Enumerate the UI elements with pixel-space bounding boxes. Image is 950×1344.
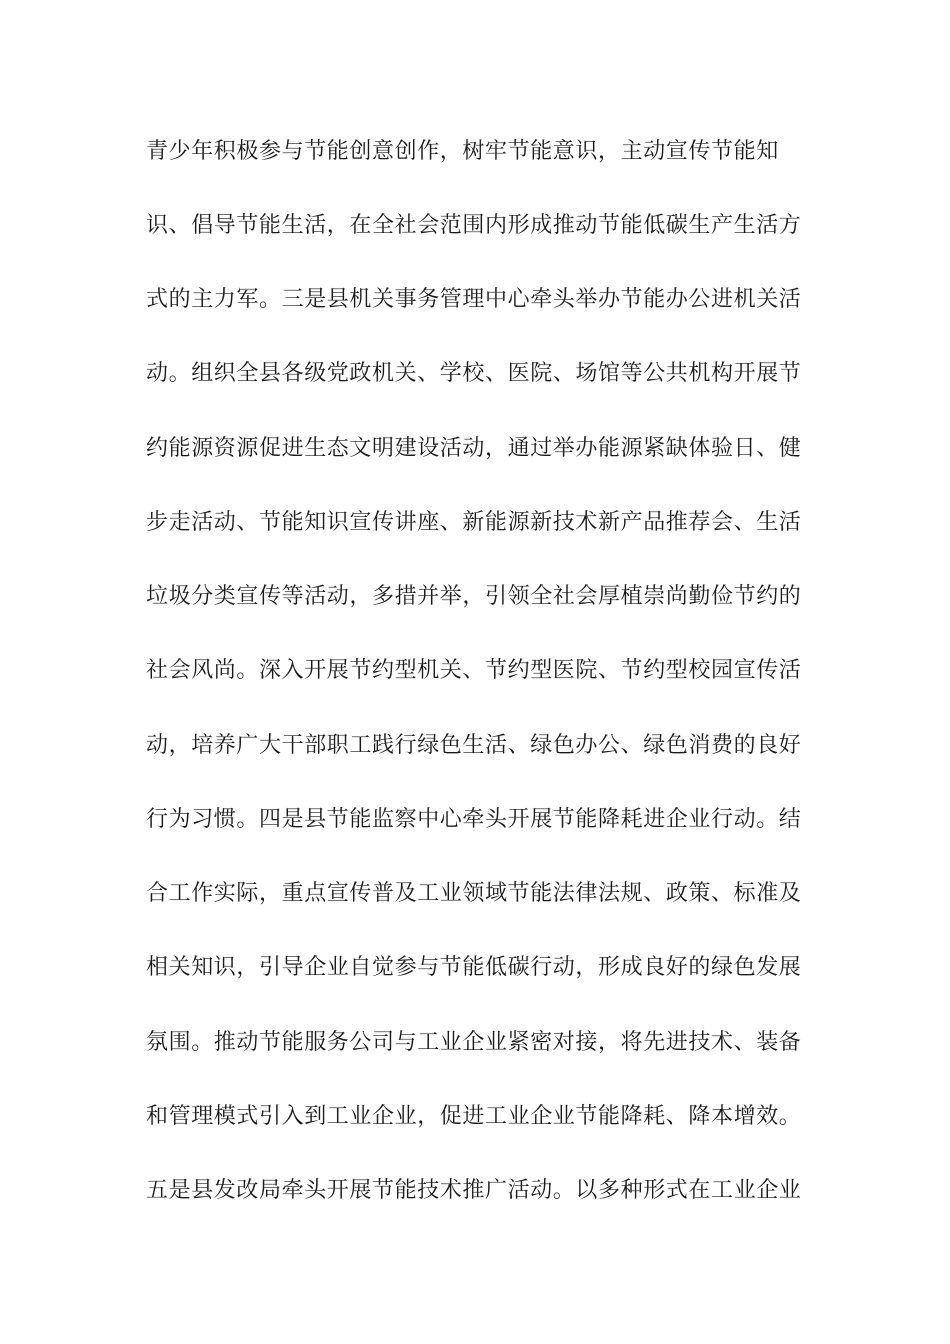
body-text-line: 合工作实际，重点宣传普及工业领域节能法律法规、政策、标准及: [146, 881, 802, 906]
body-text-line: 社会风尚。深入开展节约型机关、节约型医院、节约型校园宣传活: [146, 658, 802, 683]
body-text-line: 识、倡导节能生活，在全社会范围内形成推动节能低碳生产生活方: [146, 213, 802, 238]
body-text-line: 和管理模式引入到工业企业，促进工业企业节能降耗、降本增效。: [146, 1104, 802, 1129]
body-text-line: 行为习惯。四是县节能监察中心牵头开展节能降耗进企业行动。结: [146, 807, 802, 832]
body-text-line: 垃圾分类宣传等活动，多措并举，引领全社会厚植崇尚勤俭节约的: [146, 584, 802, 609]
body-text-line: 氛围。推动节能服务公司与工业企业紧密对接，将先进技术、装备: [146, 1030, 802, 1055]
body-text-line: 步走活动、节能知识宣传讲座、新能源新技术新产品推荐会、生活: [146, 510, 802, 535]
body-text-line: 式的主力军。三是县机关事务管理中心牵头举办节能办公进机关活: [146, 287, 802, 312]
body-text-line: 动，培养广大干部职工践行绿色生活、绿色办公、绿色消费的良好: [146, 733, 802, 758]
body-text-line: 五是县发改局牵头开展节能技术推广活动。以多种形式在工业企业: [146, 1178, 802, 1203]
body-text-line: 青少年积极参与节能创意创作，树牢节能意识，主动宣传节能知: [146, 139, 779, 164]
body-text-line: 动。组织全县各级党政机关、学校、医院、场馆等公共机构开展节: [146, 361, 802, 386]
body-text-line: 约能源资源促进生态文明建设活动，通过举办能源紧缺体验日、健: [146, 436, 802, 461]
body-text-line: 相关知识，引导企业自觉参与节能低碳行动，形成良好的绿色发展: [146, 955, 802, 980]
